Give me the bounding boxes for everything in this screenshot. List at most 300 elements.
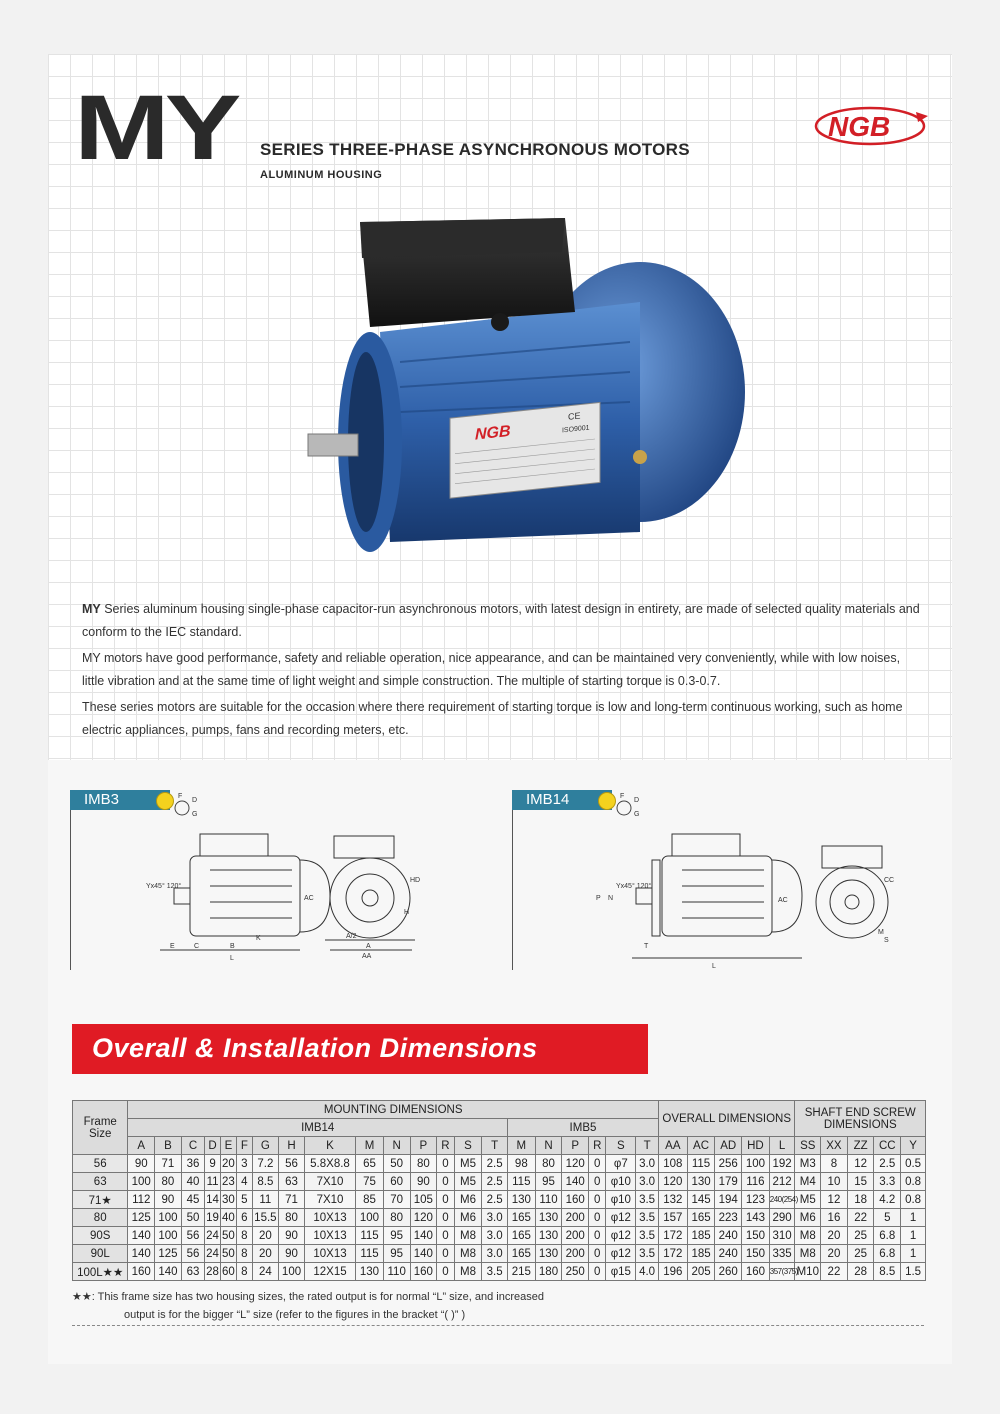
table-cell: 125 [155,1245,182,1263]
overall-header: OVERALL DIMENSIONS [658,1101,795,1137]
table-cell: 8.5 [252,1173,279,1191]
table-cell: 143 [742,1209,770,1227]
table-cell: 112 [128,1191,155,1209]
table-cell: M6 [454,1209,482,1227]
table-cell: 3 [237,1155,252,1173]
frame-size-header: Frame Size [73,1101,128,1155]
imb14-label-f: F [620,793,625,800]
description-p1-text: Series aluminum housing single-phase capacitor-run asynchronous motors, with latest design in entirety, are made of selected quality materials and conform to the IEC standard. [82,602,920,639]
table-cell: M6 [795,1209,821,1227]
table-cell: 123 [742,1191,770,1209]
table-cell: 4.2 [874,1191,901,1209]
table-cell: 290 [769,1209,795,1227]
table-cell: 0 [589,1191,606,1209]
table-cell: 200 [562,1209,589,1227]
table-cell: 90 [128,1155,155,1173]
table-cell: 130 [535,1245,562,1263]
imb14-label-ac: AC [778,897,788,904]
col-header-c-2: AD [715,1137,742,1155]
table-cell: 12 [821,1191,848,1209]
col-header-c-4: L [769,1137,795,1155]
table-cell: 125 [128,1209,155,1227]
col-header-a-7: H [279,1137,305,1155]
table-cell: 2.5 [482,1155,508,1173]
table-cell: 180 [535,1263,562,1281]
table-row [73,1191,926,1209]
table-cell: 140 [128,1245,155,1263]
col-header-a-12: R [437,1137,454,1155]
table-cell: 56 [181,1227,205,1245]
col-header-a-9: M [356,1137,384,1155]
table-cell: 20 [252,1245,279,1263]
table-cell: 115 [507,1173,535,1191]
table-cell: M8 [454,1227,482,1245]
table-cell: 7X10 [304,1191,355,1209]
imb3-label-b: B [230,943,235,950]
imb3-label-f: F [178,793,183,800]
table-cell: 90 [155,1191,182,1209]
table-cell: 8 [237,1263,252,1281]
table-cell: 10 [821,1173,848,1191]
table-cell: 335 [769,1245,795,1263]
table-cell: 108 [658,1155,687,1173]
table-cell: 9 [205,1155,220,1173]
table-cell: 0.8 [901,1191,926,1209]
motor-label-brand: NGB [475,421,511,444]
table-cell: 0 [589,1155,606,1173]
imb3-label-aa: AA [362,953,372,960]
table-cell: 120 [562,1155,589,1173]
table-cell: 115 [356,1227,384,1245]
col-header-b-5: T [636,1137,659,1155]
table-cell: 160 [742,1263,770,1281]
table-cell: 5.8X8.8 [304,1155,355,1173]
table-cell: 150 [742,1245,770,1263]
col-header-a-8: K [304,1137,355,1155]
imb3-label-hd: HD [410,877,421,884]
table-cell: 0 [589,1227,606,1245]
table-cell: 185 [687,1245,715,1263]
imb3-label-g: G [192,811,198,818]
table-cell: 145 [687,1191,715,1209]
col-header-c-0: AA [658,1137,687,1155]
table-cell: 3.5 [636,1227,659,1245]
table-cell: 115 [687,1155,715,1173]
frame-size-cell: 63 [73,1173,128,1191]
table-cell: M10 [795,1263,821,1281]
table-cell: 10X13 [304,1227,355,1245]
imb14-label-m: M [878,929,884,936]
col-header-d-1: XX [821,1137,848,1155]
table-cell: 160 [128,1263,155,1281]
table-cell: 63 [181,1263,205,1281]
table-cell: 71 [279,1191,305,1209]
table-cell: 22 [821,1263,848,1281]
table-row [73,1245,926,1263]
table-cell: 0 [437,1155,454,1173]
logo-text: NGB [828,111,891,142]
imb14-label-s: S [884,937,889,944]
col-header-a-13: S [454,1137,482,1155]
table-cell: 260 [715,1263,742,1281]
table-cell: 3.0 [636,1173,659,1191]
table-cell: 50 [220,1245,236,1263]
col-header-a-14: T [482,1137,508,1155]
table-cell: 3.0 [482,1245,508,1263]
table-cell: 3.0 [482,1227,508,1245]
table-row [73,1155,926,1173]
table-cell: 0 [437,1245,454,1263]
table-cell: 14 [205,1191,220,1209]
table-cell: 50 [220,1227,236,1245]
table-row [73,1263,926,1281]
table-cell: 0 [437,1191,454,1209]
table-cell: 1.5 [901,1263,926,1281]
imb14-header: IMB14 [128,1119,508,1137]
imb3-label-c: C [194,943,200,950]
table-row [73,1209,926,1227]
table-cell: M6 [454,1191,482,1209]
table-cell: M5 [454,1155,482,1173]
col-header-a-10: N [383,1137,410,1155]
table-cell: 140 [410,1245,437,1263]
motor-label-iso: ISO9001 [562,424,590,435]
table-cell: 0 [589,1173,606,1191]
table-cell: 3.5 [636,1209,659,1227]
table-cell: 90 [279,1245,305,1263]
table-cell: 4 [237,1173,252,1191]
table-cell: φ12 [606,1227,636,1245]
table-cell: M8 [795,1245,821,1263]
table-cell: 100 [356,1209,384,1227]
footnote [72,1288,544,1324]
table-cell: 205 [687,1263,715,1281]
table-cell: 160 [562,1191,589,1209]
table-body [73,1155,926,1281]
col-header-b-0: M [507,1137,535,1155]
imb14-tag: IMB14 [512,790,612,810]
table-cell: 4.0 [636,1263,659,1281]
table-cell: 0 [589,1209,606,1227]
table-cell: 98 [507,1155,535,1173]
shaft-header: SHAFT END SCREW DIMENSIONS [795,1101,926,1137]
imb14-label-l: L [712,963,716,970]
imb3-label-k: K [256,935,261,942]
imb14-label-p: P [596,895,601,902]
col-header-d-3: CC [874,1137,901,1155]
table-cell: 130 [535,1227,562,1245]
table-cell: 60 [383,1173,410,1191]
table-cell: 20 [821,1227,848,1245]
table-cell: M5 [795,1191,821,1209]
table-cell: 30 [220,1191,236,1209]
table-cell: 0 [437,1173,454,1191]
table-cell: 85 [356,1191,384,1209]
table-cell: 6.8 [874,1227,901,1245]
table-cell: 165 [507,1209,535,1227]
table-cell: 11 [252,1191,279,1209]
table-cell: 223 [715,1209,742,1227]
table-cell: 215 [507,1263,535,1281]
imb3-label-e: E [170,943,175,950]
motor-photo [300,212,750,562]
table-cell: 165 [687,1209,715,1227]
col-header-c-1: AC [687,1137,715,1155]
table-cell: 3.5 [636,1191,659,1209]
imb3-label-l: L [230,955,234,962]
dimensions-table [72,1100,926,1281]
col-header-a-11: P [410,1137,437,1155]
table-cell: 56 [279,1155,305,1173]
table-cell: 1 [901,1209,926,1227]
table-cell: 50 [181,1209,205,1227]
table-cell: 110 [535,1191,562,1209]
table-cell: 36 [181,1155,205,1173]
table-cell: 212 [769,1173,795,1191]
imb14-label-g: G [634,811,640,818]
imb3-label-d: D [192,797,198,804]
table-cell: 95 [535,1173,562,1191]
table-cell: 28 [205,1263,220,1281]
table-cell: 20 [821,1245,848,1263]
frame-size-cell: 71★ [73,1191,128,1209]
table-cell: 7X10 [304,1173,355,1191]
table-cell: 23 [220,1173,236,1191]
frame-size-cell: 90L [73,1245,128,1263]
table-cell: 115 [356,1245,384,1263]
table-cell: 110 [383,1263,410,1281]
table-cell: 0 [437,1209,454,1227]
table-cell: 140 [128,1227,155,1245]
table-cell: 18 [847,1191,874,1209]
description-p2: MY motors have good performance, safety and reliable operation, nice appearance, and can be maintained very conveniently, while with low noises, little vibration and at the same time of light weight and simple construction. The multiple of starting torque is 0.3-0.7. [82,651,901,688]
description-p1 [82,598,922,644]
table-cell: 100 [742,1155,770,1173]
table-cell: 256 [715,1155,742,1173]
table-cell: φ12 [606,1245,636,1263]
table-cell: 130 [507,1191,535,1209]
table-cell: 140 [410,1227,437,1245]
table-cell: 15.5 [252,1209,279,1227]
imb14-drawing [512,790,932,990]
table-cell: 0 [437,1227,454,1245]
col-header-d-4: Y [901,1137,926,1155]
table-cell: 20 [252,1227,279,1245]
table-cell: 240(254) [769,1191,795,1209]
table-cell: 2.5 [874,1155,901,1173]
table-cell: 3.3 [874,1173,901,1191]
col-header-b-1: N [535,1137,562,1155]
table-cell: 157 [658,1209,687,1227]
table-cell: 5 [237,1191,252,1209]
table-cell: M8 [795,1227,821,1245]
table-cell: φ12 [606,1209,636,1227]
table-cell: φ10 [606,1191,636,1209]
table-cell: 1 [901,1245,926,1263]
table-cell: 1 [901,1227,926,1245]
col-header-c-3: HD [742,1137,770,1155]
table-cell: 63 [279,1173,305,1191]
table-cell: 130 [535,1209,562,1227]
table-cell: 28 [847,1263,874,1281]
table-cell: 70 [383,1191,410,1209]
imb14-diagram [512,790,932,990]
table-cell: 250 [562,1263,589,1281]
table-cell: 0.5 [901,1155,926,1173]
table-cell: 6 [237,1209,252,1227]
table-cell: 100 [155,1209,182,1227]
table-cell: 24 [205,1227,220,1245]
col-header-a-4: E [220,1137,236,1155]
table-cell: 172 [658,1227,687,1245]
col-header-a-5: F [237,1137,252,1155]
table-cell: 196 [658,1263,687,1281]
table-cell: 40 [181,1173,205,1191]
table-cell: 3.0 [482,1209,508,1227]
motor-label-ce: CE [568,410,581,422]
mounting-header: MOUNTING DIMENSIONS [128,1101,659,1119]
frame-size-cell: 90S [73,1227,128,1245]
series-subtitle: SERIES THREE-PHASE ASYNCHRONOUS MOTORS [260,140,690,159]
table-cell: φ10 [606,1173,636,1191]
frame-size-cell: 80 [73,1209,128,1227]
table-cell: M8 [454,1245,482,1263]
table-cell: 357(375) [769,1263,795,1281]
table-cell: 71 [155,1155,182,1173]
table-cell: 200 [562,1245,589,1263]
ngb-logo [812,104,932,148]
table-cell: 179 [715,1173,742,1191]
imb3-label-a2: A/2 [346,933,357,940]
imb3-diagram [70,790,490,990]
col-header-a-6: G [252,1137,279,1155]
col-header-a-1: B [155,1137,182,1155]
table-cell: 2.5 [482,1173,508,1191]
table-cell: 8.5 [874,1263,901,1281]
table-cell: 3.0 [636,1155,659,1173]
table-cell: 25 [847,1227,874,1245]
imb3-label-a: A [366,943,371,950]
description-p1-bold: MY [82,602,101,616]
imb5-header: IMB5 [507,1119,658,1137]
imb3-label-h: H [404,909,410,916]
table-cell: 15 [847,1173,874,1191]
table-cell: 5 [874,1209,901,1227]
table-cell: 140 [155,1263,182,1281]
col-header-a-0: A [128,1137,155,1155]
table-cell: 0 [437,1263,454,1281]
footnote-line2: output is for the bigger “L” size (refer to the figures in the bracket “( )” ) [124,1309,466,1321]
series-title: MY [74,77,237,179]
table-cell: 120 [410,1209,437,1227]
table-cell: 132 [658,1191,687,1209]
table-cell: 310 [769,1227,795,1245]
table-cell: 80 [279,1209,305,1227]
imb14-label-n: N [608,895,614,902]
imb14-label-cc: CC [884,877,895,884]
table-cell: φ15 [606,1263,636,1281]
table-cell: 0.8 [901,1173,926,1191]
table-cell: 130 [356,1263,384,1281]
col-header-b-3: R [589,1137,606,1155]
table-cell: 90 [279,1227,305,1245]
section-banner [72,1024,648,1074]
table-cell: 116 [742,1173,770,1191]
table-cell: 200 [562,1227,589,1245]
table-cell: 16 [821,1209,848,1227]
imb14-label-t: T [644,943,649,950]
table-cell: 120 [658,1173,687,1191]
table-cell: 6.8 [874,1245,901,1263]
table-cell: 80 [410,1155,437,1173]
table-cell: 19 [205,1209,220,1227]
table-cell: 3.5 [482,1263,508,1281]
table-row [73,1173,926,1191]
imb14-label-d: D [634,797,640,804]
col-header-b-4: S [606,1137,636,1155]
imb3-label-ac: AC [304,895,314,902]
table-cell: φ7 [606,1155,636,1173]
table-cell: 192 [769,1155,795,1173]
table-cell: 160 [410,1263,437,1281]
section-title: Overall & Installation Dimensions [92,1033,538,1063]
table-cell: 130 [687,1173,715,1191]
table-cell: 11 [205,1173,220,1191]
table-cell: 10X13 [304,1245,355,1263]
table-cell: 80 [155,1173,182,1191]
description [82,598,922,745]
description-p3: These series motors are suitable for the occasion where there requirement of starting torque is low and long-term continuous working, such as home electric appliances, pumps, fans and recording meters, etc. [82,700,903,737]
table-cell: 75 [356,1173,384,1191]
table-cell: 194 [715,1191,742,1209]
table-cell: 8 [821,1155,848,1173]
imb14-label-angle: Yx45° 120° [616,883,652,890]
table-cell: 56 [181,1245,205,1263]
table-cell: 10X13 [304,1209,355,1227]
table-cell: 0 [589,1245,606,1263]
col-header-a-2: C [181,1137,205,1155]
table-cell: 240 [715,1245,742,1263]
table-cell: 80 [383,1209,410,1227]
table-cell: 2.5 [482,1191,508,1209]
table-cell: 172 [658,1245,687,1263]
imb3-tag: IMB3 [70,790,170,810]
column-header-row [73,1137,926,1155]
table-cell: 40 [220,1209,236,1227]
table-row [73,1227,926,1245]
table-cell: 140 [562,1173,589,1191]
table-cell: 90 [410,1173,437,1191]
table-cell: M8 [454,1263,482,1281]
table-cell: 45 [181,1191,205,1209]
table-cell: 24 [252,1263,279,1281]
table-cell: 7.2 [252,1155,279,1173]
col-header-a-3: D [205,1137,220,1155]
imb3-label-angle: Yx45° 120° [146,883,182,890]
frame-size-cell: 100L★★ [73,1263,128,1281]
table-cell: 20 [220,1155,236,1173]
table-cell: 50 [383,1155,410,1173]
table-cell: 8 [237,1227,252,1245]
table-cell: 95 [383,1227,410,1245]
table-cell: 105 [410,1191,437,1209]
housing-subtitle: ALUMINUM HOUSING [260,169,383,181]
table-cell: 25 [847,1245,874,1263]
table-cell: 185 [687,1227,715,1245]
frame-size-cell: 56 [73,1155,128,1173]
col-header-d-2: ZZ [847,1137,874,1155]
table-cell: 80 [535,1155,562,1173]
